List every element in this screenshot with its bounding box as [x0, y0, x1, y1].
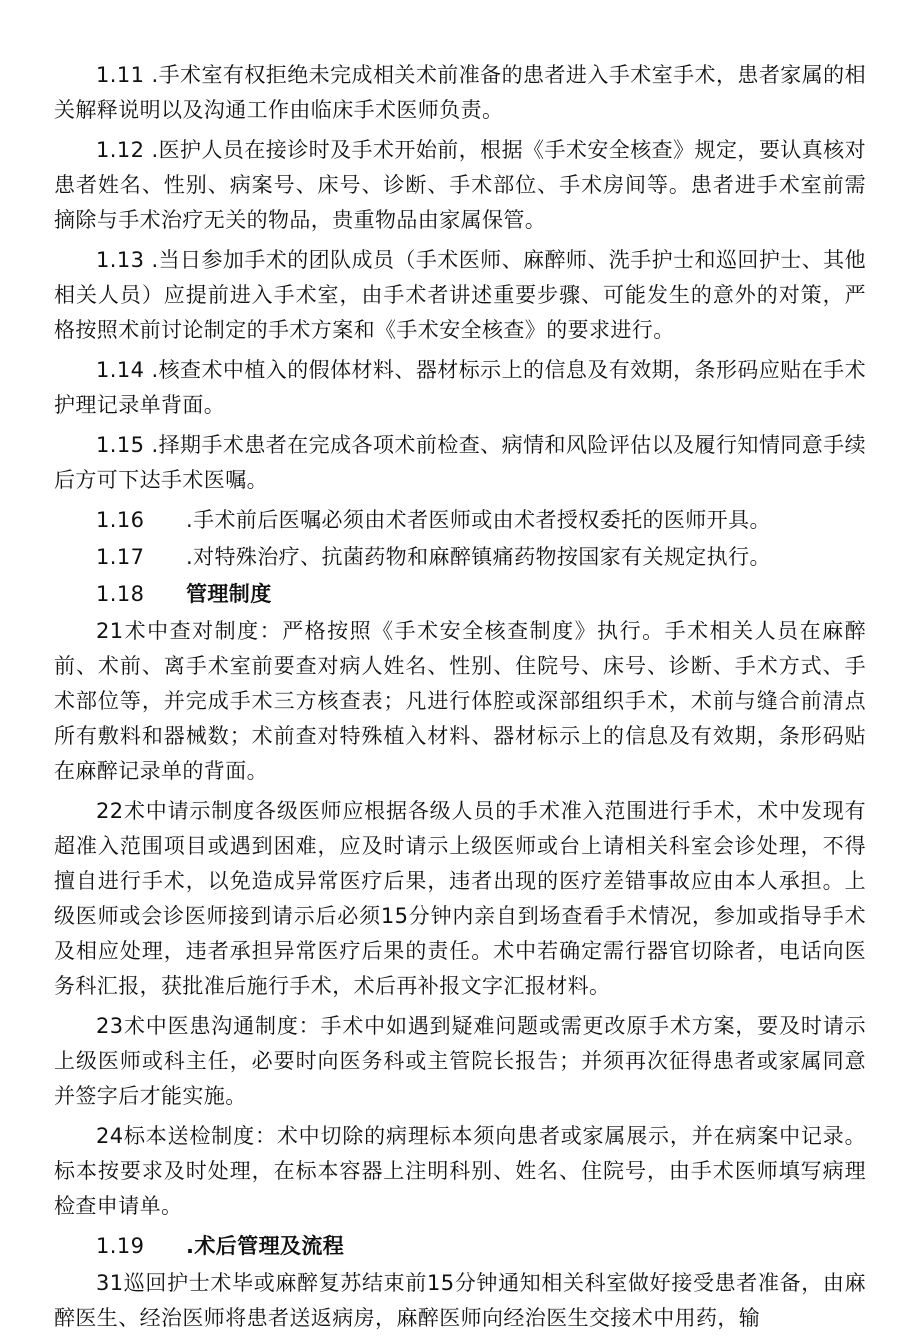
heading-text: .术后管理及流程	[186, 1234, 345, 1258]
item-number: 1.17	[96, 545, 145, 569]
item-number: 1.16	[96, 508, 145, 532]
item-1-17	[54, 540, 866, 575]
section-heading-1-19	[54, 1229, 866, 1264]
paragraph-23: 23术中医患沟通制度：手术中如遇到疑难问题或需更改原手术方案，要及时请示上级医师或科主任，必要时向医务科或主管院长报告；并须再次征得患者或家属同意并签字后才能实施。	[54, 1014, 866, 1108]
paragraph-1-14: 1.14 .核查术中植入的假体材料、器材标示上的信息及有效期，条形码应贴在手术护理记录单背面。	[54, 358, 866, 417]
paragraph-24: 24标本送检制度：术中切除的病理标本须向患者或家属展示，并在病案中记录。标本按要求及时处理，在标本容器上注明科别、姓名、住院号，由手术医师填写病理检查申请单。	[54, 1124, 866, 1218]
section-heading-1-18	[54, 577, 866, 612]
document-page	[54, 58, 866, 1341]
item-number: 1.18	[96, 582, 145, 606]
paragraph-1-11: 1.11 .手术室有权拒绝未完成相关术前准备的患者进入手术室手术，患者家属的相关解释说明以及沟通工作由临床手术医师负责。	[54, 63, 866, 122]
item-1-16	[54, 503, 866, 538]
paragraph-1-13: 1.13 .当日参加手术的团队成员（手术医师、麻醉师、洗手护士和巡回护士、其他相关人员）应提前进入手术室，由手术者讲述重要步骤、可能发生的意外的对策，严格按照术前讨论制定的手术方案和《手术安全核查》的要求进行。	[54, 248, 866, 342]
item-number: 1.19	[96, 1234, 145, 1258]
paragraph-31: 31巡回护士术毕或麻醉复苏结束前15分钟通知相关科室做好接受患者准备，由麻醉医生、经治医师将患者送返病房，麻醉医师向经治医生交接术中用药，输	[54, 1271, 866, 1330]
item-text: .手术前后医嘱必须由术者医师或由术者授权委托的医师开具。	[186, 508, 771, 532]
item-text: .对特殊治疗、抗菌药物和麻醉镇痛药物按国家有关规定执行。	[186, 545, 771, 569]
paragraph-22: 22术中请示制度各级医师应根据各级人员的手术准入范围进行手术，术中发现有超准入范围项目或遇到困难，应及时请示上级医师或台上请相关科室会诊处理，不得擅自进行手术，以免造成异常医疗后果，违者出现的医疗差错事故应由本人承担。上级医师或会诊医师接到请示后必须15分钟内亲自到场查看手术情况，参加或指导手术及相应处理，违者承担异常医疗后果的责任。术中若确定需行器官切除者，电话向医务科汇报，获批准后施行手术，术后再补报文字汇报材料。	[54, 799, 866, 998]
paragraph-1-15: 1.15 .择期手术患者在完成各项术前检查、病情和风险评估以及履行知情同意手续后方可下达手术医嘱。	[54, 433, 866, 492]
paragraph-21: 21术中查对制度：严格按照《手术安全核查制度》执行。手术相关人员在麻醉前、术前、离手术室前要查对病人姓名、性别、住院号、床号、诊断、手术方式、手术部位等，并完成手术三方核查表；凡进行体腔或深部组织手术，术前与缝合前清点所有敷料和器械数；术前查对特殊植入材料、器材标示上的信息及有效期，条形码贴在麻醉记录单的背面。	[54, 619, 866, 783]
heading-text: 管理制度	[186, 582, 272, 606]
paragraph-1-12: 1.12 .医护人员在接诊时及手术开始前，根据《手术安全核查》规定，要认真核对患者姓名、性别、病案号、床号、诊断、手术部位、手术房间等。患者进手术室前需摘除与手术治疗无关的物品，贵重物品由家属保管。	[54, 138, 866, 232]
